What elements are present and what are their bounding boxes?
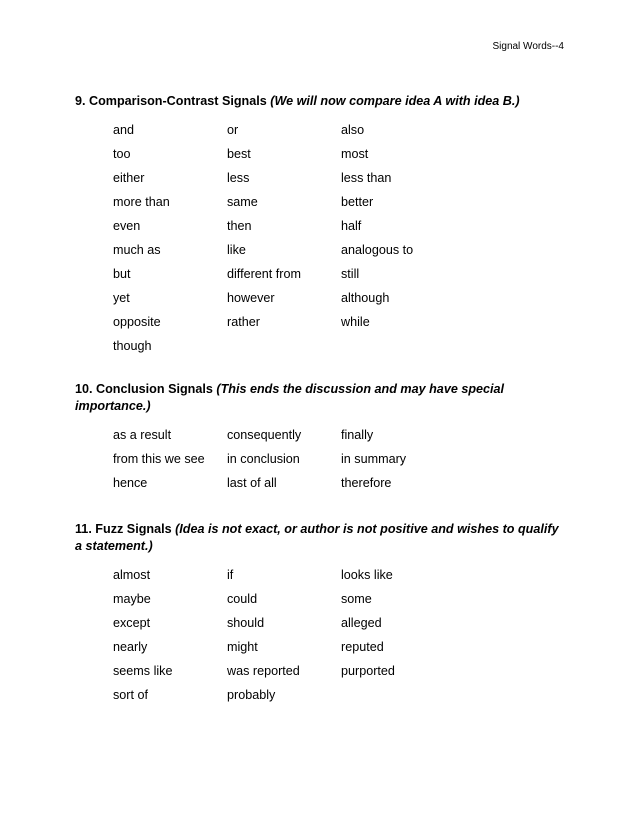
word: more than bbox=[113, 195, 170, 209]
word: also bbox=[341, 123, 365, 137]
word: even bbox=[113, 219, 141, 233]
page-header: Signal Words--4 bbox=[492, 41, 564, 52]
word: sort of bbox=[113, 688, 148, 702]
word: therefore bbox=[341, 476, 392, 490]
word: but bbox=[113, 267, 131, 281]
word: might bbox=[227, 640, 258, 654]
word: opposite bbox=[113, 315, 161, 329]
section-description: (Idea is not exact, or author is not positive and wishes to qualify a statement.) bbox=[75, 522, 559, 553]
word-grid bbox=[113, 563, 567, 707]
section-comparison-contrast bbox=[75, 93, 567, 358]
word: too bbox=[113, 147, 131, 161]
word: less than bbox=[341, 171, 392, 185]
section-heading bbox=[75, 521, 567, 555]
word: although bbox=[341, 291, 390, 305]
word: in conclusion bbox=[227, 452, 300, 466]
section-conclusion bbox=[75, 381, 567, 495]
word-grid bbox=[113, 118, 567, 358]
section-fuzz bbox=[75, 521, 567, 707]
word: much as bbox=[113, 243, 161, 257]
word: like bbox=[227, 243, 246, 257]
word: maybe bbox=[113, 592, 151, 606]
word: last of all bbox=[227, 476, 277, 490]
word: or bbox=[227, 123, 239, 137]
word: alleged bbox=[341, 616, 382, 630]
word: looks like bbox=[341, 568, 393, 582]
word: some bbox=[341, 592, 372, 606]
word: if bbox=[227, 568, 234, 582]
word: finally bbox=[341, 428, 374, 442]
section-title: 10. Conclusion Signals bbox=[75, 382, 213, 396]
word: and bbox=[113, 123, 135, 137]
word: though bbox=[113, 339, 152, 353]
word: most bbox=[341, 147, 369, 161]
section-description: (We will now compare idea A with idea B.) bbox=[270, 94, 520, 108]
word: should bbox=[227, 616, 265, 630]
word: however bbox=[227, 291, 275, 305]
word: while bbox=[341, 315, 370, 329]
word: probably bbox=[227, 688, 276, 702]
word: rather bbox=[227, 315, 260, 329]
word: less bbox=[227, 171, 250, 185]
word: in summary bbox=[341, 452, 407, 466]
word: from this we see bbox=[113, 452, 205, 466]
word: was reported bbox=[227, 664, 300, 678]
section-heading bbox=[75, 93, 567, 110]
word: same bbox=[227, 195, 258, 209]
word: yet bbox=[113, 291, 130, 305]
word: seems like bbox=[113, 664, 173, 678]
word: nearly bbox=[113, 640, 148, 654]
word: could bbox=[227, 592, 258, 606]
word: analogous to bbox=[341, 243, 414, 257]
word: half bbox=[341, 219, 362, 233]
word: purported bbox=[341, 664, 395, 678]
word: reputed bbox=[341, 640, 384, 654]
word: still bbox=[341, 267, 360, 281]
word-grid bbox=[113, 423, 567, 495]
section-title: 11. Fuzz Signals bbox=[75, 522, 172, 536]
word: better bbox=[341, 195, 374, 209]
section-description: (This ends the discussion and may have special importance.) bbox=[75, 382, 505, 413]
word: as a result bbox=[113, 428, 172, 442]
word: either bbox=[113, 171, 145, 185]
word: different from bbox=[227, 267, 301, 281]
word: best bbox=[227, 147, 251, 161]
word: almost bbox=[113, 568, 151, 582]
section-heading bbox=[75, 381, 567, 415]
word: except bbox=[113, 616, 151, 630]
section-title: 9. Comparison-Contrast Signals bbox=[75, 94, 267, 108]
word: consequently bbox=[227, 428, 302, 442]
word: hence bbox=[113, 476, 148, 490]
word: then bbox=[227, 219, 252, 233]
